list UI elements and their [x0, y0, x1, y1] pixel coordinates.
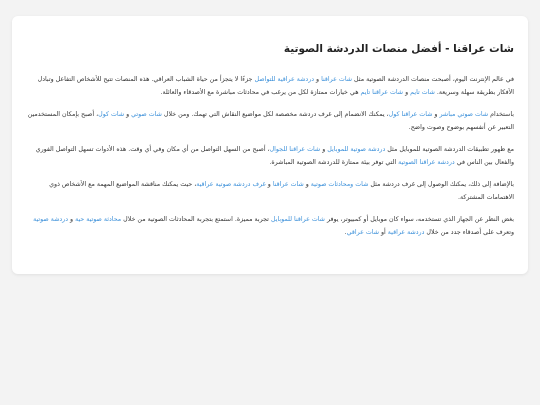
inline-link[interactable]: شات تايم [410, 88, 435, 96]
inline-link[interactable]: شات عراقنا للجوال [269, 146, 321, 153]
inline-link[interactable]: دردشة عراقية [387, 228, 425, 236]
paragraph-text: و [124, 111, 132, 118]
article-paragraph [26, 214, 514, 239]
paragraph-text: و [403, 88, 411, 96]
article-body [26, 74, 514, 239]
paragraph-text: و [303, 181, 311, 188]
paragraph-text: هي خيارات ممتازة لكل من يرغب في محادثات مباشرة مع الأصدقاء والعائلة. [160, 88, 361, 96]
inline-link[interactable]: شات عراقنا تايم [360, 88, 404, 96]
inline-link[interactable]: محادثة صوتية حية [75, 216, 122, 223]
inline-link[interactable]: شات كول [98, 111, 125, 118]
paragraph-text: تجربة مميزة. استمتع بتجربة المحادثات الصوتية من خلال [121, 216, 271, 223]
paragraph-text: التي توفر بيئة ممتازة للدردشة الصوتية المباشرة. [269, 158, 399, 166]
inline-link[interactable]: شات ومحادثات صوتية [310, 181, 369, 188]
inline-link[interactable]: دردشة عراقية للتواصل [254, 76, 315, 83]
paragraph-text: بالإضافة إلى ذلك، يمكنك الوصول إلى غرف دردشة مثل [368, 181, 514, 188]
article-title: شات عراقنا - أفضل منصات الدردشة الصوتية [283, 43, 514, 55]
paragraph-text: مع ظهور تطبيقات الدردشة الصوتية للموبايل مثل [385, 146, 514, 153]
article-paragraph [26, 144, 514, 169]
paragraph-text: ، حيث يمكنك مناقشة المواضيع المهمة مع الأشخاص ذوي الاهتمامات المشتركة. [49, 181, 514, 201]
inline-link[interactable]: غرف دردشة صوتية عراقية [196, 181, 266, 188]
paragraph-text: . [344, 228, 347, 236]
paragraph-text: و [432, 111, 440, 118]
article-paragraph [26, 179, 514, 204]
paragraph-text: ، أصبح من السهل التواصل من أي مكان وفي أي وقت. هذه الأدوات تسهل التواصل الفوري والفعال بين الناس في [35, 146, 514, 166]
inline-link[interactable]: دردشة صوتية [33, 216, 69, 223]
article-paragraph [26, 74, 514, 99]
inline-link[interactable]: شات صوتي [131, 111, 162, 118]
inline-link[interactable]: دردشة صوتية للموبايل [327, 146, 386, 153]
inline-link[interactable]: شات صوتي مباشر [439, 111, 489, 118]
paragraph-text: باستخدام [488, 111, 514, 118]
paragraph-text: و [68, 216, 76, 223]
paragraph-text: و [265, 181, 273, 188]
inline-link[interactable]: شات عراقنا للموبايل [270, 216, 325, 223]
paragraph-text: ، أصبح بإمكان المستخدمين التعبير عن أنفسهم بوضوح وصوت واضح. [27, 111, 514, 131]
paragraph-text: بغض النظر عن الجهاز الذي تستخدمه، سواء كان موبايل أو كمبيوتر، يوفر [324, 216, 514, 223]
inline-link[interactable]: شات عراقنا [272, 181, 304, 188]
paragraph-text: في عالم الإنترنت اليوم، أصبحت منصات الدردشة الصوتية مثل [352, 76, 514, 83]
inline-link[interactable]: شات عراقي [346, 228, 379, 236]
paragraph-text: وتعرف على أصدقاء جدد من خلال [424, 228, 514, 236]
article-card [12, 16, 528, 274]
paragraph-text: و [314, 76, 322, 83]
article-paragraph [26, 109, 514, 134]
paragraph-text: أو [379, 228, 388, 236]
inline-link[interactable]: شات عراقنا [321, 76, 353, 83]
inline-link[interactable]: دردشة عراقنا الصوتية [398, 158, 455, 166]
paragraph-text: جزءًا لا يتجزأ من حياة الشباب العراقي. هذه المنصات تتيح للأشخاص التفاعل وتبادل الأفكار بطريقة سهلة وسريعة. [37, 76, 514, 96]
paragraph-text: ، يمكنك الانضمام إلى غرف دردشة مخصصة لكل مواضيع النقاش التي تهمك. ومن خلال [161, 111, 389, 118]
paragraph-text: و [320, 146, 328, 153]
inline-link[interactable]: شات عراقنا كول [388, 111, 433, 118]
